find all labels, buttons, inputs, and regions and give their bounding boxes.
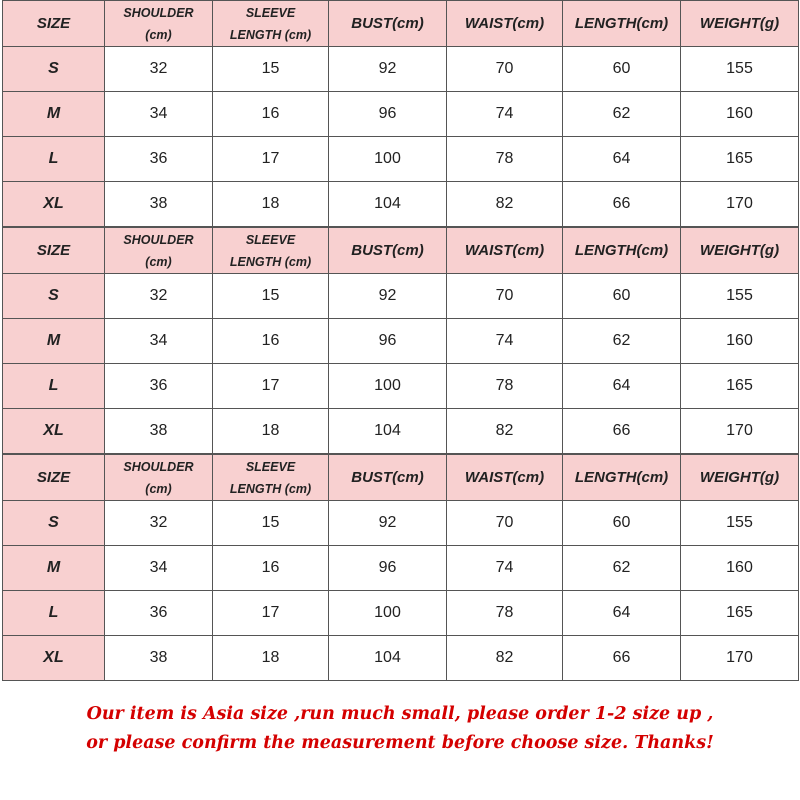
table-row [3, 319, 799, 364]
table-row [3, 137, 799, 182]
length-cell: 60 [563, 501, 681, 546]
column-header: SIZE [3, 228, 105, 274]
size-label-cell: M [3, 319, 105, 364]
column-header: WAIST(cm) [447, 455, 563, 501]
column-header: BUST(cm) [329, 1, 447, 47]
column-header: WEIGHT(g) [681, 228, 799, 274]
bust-cell: 96 [329, 546, 447, 591]
column-header-line-1: SLEEVE [245, 232, 296, 247]
sleeve-length-cell: 16 [213, 546, 329, 591]
column-header [105, 455, 213, 501]
shoulder-cell: 38 [105, 409, 213, 454]
table-header-row [3, 228, 799, 274]
column-header: LENGTH(cm) [563, 228, 681, 274]
sleeve-length-cell: 17 [213, 591, 329, 636]
weight-cell: 160 [681, 92, 799, 137]
size-label-cell: S [3, 47, 105, 92]
table-row [3, 591, 799, 636]
waist-cell: 74 [447, 319, 563, 364]
length-cell: 66 [563, 636, 681, 681]
sleeve-length-cell: 17 [213, 137, 329, 182]
column-header-line-2: (cm) [145, 254, 172, 269]
size-chart-table-2 [2, 227, 799, 454]
column-header-line-1: SHOULDER [123, 232, 194, 247]
size-label-cell: XL [3, 409, 105, 454]
column-header: WEIGHT(g) [681, 455, 799, 501]
shoulder-cell: 38 [105, 182, 213, 227]
weight-cell: 170 [681, 636, 799, 681]
sleeve-length-cell: 18 [213, 182, 329, 227]
size-label-cell: S [3, 501, 105, 546]
length-cell: 66 [563, 182, 681, 227]
weight-cell: 155 [681, 501, 799, 546]
size-notice [0, 700, 800, 758]
waist-cell: 78 [447, 364, 563, 409]
column-header: BUST(cm) [329, 228, 447, 274]
column-header [213, 1, 329, 47]
column-header-line-1: SLEEVE [245, 459, 296, 474]
size-chart-table-1 [2, 0, 799, 227]
table-row [3, 636, 799, 681]
bust-cell: 104 [329, 636, 447, 681]
column-header: BUST(cm) [329, 455, 447, 501]
column-header-line-2: (cm) [145, 27, 172, 42]
shoulder-cell: 32 [105, 47, 213, 92]
waist-cell: 78 [447, 591, 563, 636]
weight-cell: 160 [681, 546, 799, 591]
column-header: WAIST(cm) [447, 228, 563, 274]
weight-cell: 160 [681, 319, 799, 364]
table-row [3, 92, 799, 137]
length-cell: 66 [563, 409, 681, 454]
size-label-cell: L [3, 591, 105, 636]
bust-cell: 92 [329, 274, 447, 319]
column-header [213, 455, 329, 501]
column-header: SIZE [3, 455, 105, 501]
column-header: LENGTH(cm) [563, 455, 681, 501]
size-label-cell: M [3, 92, 105, 137]
column-header: WEIGHT(g) [681, 1, 799, 47]
bust-cell: 92 [329, 501, 447, 546]
weight-cell: 165 [681, 137, 799, 182]
weight-cell: 155 [681, 47, 799, 92]
weight-cell: 165 [681, 591, 799, 636]
column-header [213, 228, 329, 274]
column-header-line-2: LENGTH (cm) [229, 481, 312, 496]
weight-cell: 155 [681, 274, 799, 319]
shoulder-cell: 38 [105, 636, 213, 681]
length-cell: 64 [563, 591, 681, 636]
waist-cell: 74 [447, 92, 563, 137]
shoulder-cell: 36 [105, 137, 213, 182]
size-label-cell: XL [3, 182, 105, 227]
column-header: SIZE [3, 1, 105, 47]
waist-cell: 74 [447, 546, 563, 591]
table-row [3, 182, 799, 227]
waist-cell: 70 [447, 47, 563, 92]
sleeve-length-cell: 15 [213, 47, 329, 92]
length-cell: 60 [563, 274, 681, 319]
waist-cell: 82 [447, 636, 563, 681]
table-header-row [3, 1, 799, 47]
shoulder-cell: 34 [105, 546, 213, 591]
bust-cell: 92 [329, 47, 447, 92]
sleeve-length-cell: 15 [213, 501, 329, 546]
shoulder-cell: 36 [105, 364, 213, 409]
sleeve-length-cell: 18 [213, 409, 329, 454]
waist-cell: 70 [447, 274, 563, 319]
size-notice-line-1: Our item is Asia size ,run much small, please order 1-2 size up , [86, 704, 714, 724]
weight-cell: 170 [681, 409, 799, 454]
column-header [105, 228, 213, 274]
table-row [3, 546, 799, 591]
size-label-cell: L [3, 137, 105, 182]
table-row [3, 274, 799, 319]
shoulder-cell: 34 [105, 319, 213, 364]
bust-cell: 104 [329, 409, 447, 454]
column-header [105, 1, 213, 47]
bust-cell: 96 [329, 92, 447, 137]
waist-cell: 70 [447, 501, 563, 546]
table-row [3, 409, 799, 454]
bust-cell: 100 [329, 591, 447, 636]
length-cell: 60 [563, 47, 681, 92]
column-header-line-1: SLEEVE [245, 5, 296, 20]
column-header-line-2: (cm) [145, 481, 172, 496]
size-chart-table-3 [2, 454, 799, 681]
size-notice-line-2: or please confirm the measurement before choose size. Thanks! [86, 733, 714, 753]
table-row [3, 364, 799, 409]
column-header-line-2: LENGTH (cm) [229, 254, 312, 269]
shoulder-cell: 32 [105, 501, 213, 546]
sleeve-length-cell: 15 [213, 274, 329, 319]
shoulder-cell: 36 [105, 591, 213, 636]
bust-cell: 104 [329, 182, 447, 227]
shoulder-cell: 32 [105, 274, 213, 319]
sleeve-length-cell: 16 [213, 92, 329, 137]
column-header: LENGTH(cm) [563, 1, 681, 47]
column-header-line-1: SHOULDER [123, 5, 194, 20]
column-header: WAIST(cm) [447, 1, 563, 47]
shoulder-cell: 34 [105, 92, 213, 137]
column-header-line-1: SHOULDER [123, 459, 194, 474]
length-cell: 62 [563, 92, 681, 137]
weight-cell: 170 [681, 182, 799, 227]
waist-cell: 82 [447, 409, 563, 454]
size-label-cell: S [3, 274, 105, 319]
sleeve-length-cell: 16 [213, 319, 329, 364]
length-cell: 64 [563, 364, 681, 409]
length-cell: 62 [563, 546, 681, 591]
sleeve-length-cell: 17 [213, 364, 329, 409]
table-header-row [3, 455, 799, 501]
table-row [3, 47, 799, 92]
size-label-cell: XL [3, 636, 105, 681]
bust-cell: 96 [329, 319, 447, 364]
bust-cell: 100 [329, 364, 447, 409]
waist-cell: 78 [447, 137, 563, 182]
column-header-line-2: LENGTH (cm) [229, 27, 312, 42]
length-cell: 62 [563, 319, 681, 364]
weight-cell: 165 [681, 364, 799, 409]
size-label-cell: M [3, 546, 105, 591]
sleeve-length-cell: 18 [213, 636, 329, 681]
table-row [3, 501, 799, 546]
waist-cell: 82 [447, 182, 563, 227]
size-label-cell: L [3, 364, 105, 409]
bust-cell: 100 [329, 137, 447, 182]
length-cell: 64 [563, 137, 681, 182]
